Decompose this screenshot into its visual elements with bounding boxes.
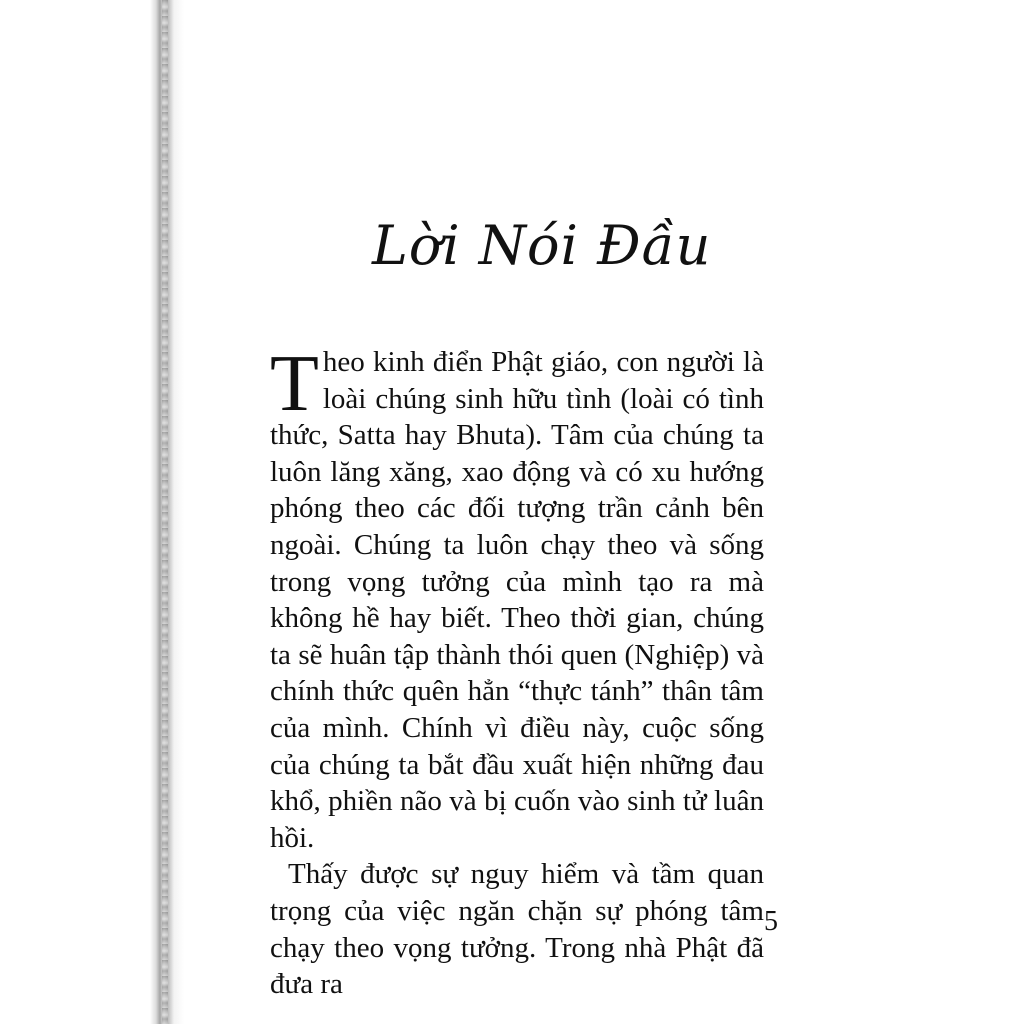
page-number: 5 — [764, 906, 778, 937]
paragraph-1-text: heo kinh điển Phật giáo, con người là loài chúng sinh hữu tình (loài có tình thức, Satta hay Bhuta). Tâm của chúng ta luôn lăng xăng, xao động và có xu hướng phóng theo các đối tượng trần cảnh bên ngoài. Chúng ta luôn chạy theo và sống trong vọng tưởng của mình tạo ra mà không hề hay biết. Theo thời gian, chúng ta sẽ huân tập thành thói quen (Nghiệp) và chính thức quên hẳn “thực tánh” thân tâm của mình. Chính vì điều này, cuộc sống của chúng ta bắt đầu xuất hiện những đau khổ, phiền não và bị cuốn vào sinh tử luân hồi. — [270, 346, 764, 854]
paragraph-2: Thấy được sự nguy hiểm và tầm quan trọng của việc ngăn chặn sự phóng tâm chạy theo vọng tưởng. Trong nhà Phật đã đưa ra — [270, 858, 764, 1001]
page-title: Lời Nói Đầu — [372, 214, 712, 277]
body-text — [270, 340, 764, 1003]
paragraph-1 — [270, 340, 764, 856]
book-spine-texture — [162, 0, 168, 1024]
drop-cap: T — [270, 340, 319, 428]
